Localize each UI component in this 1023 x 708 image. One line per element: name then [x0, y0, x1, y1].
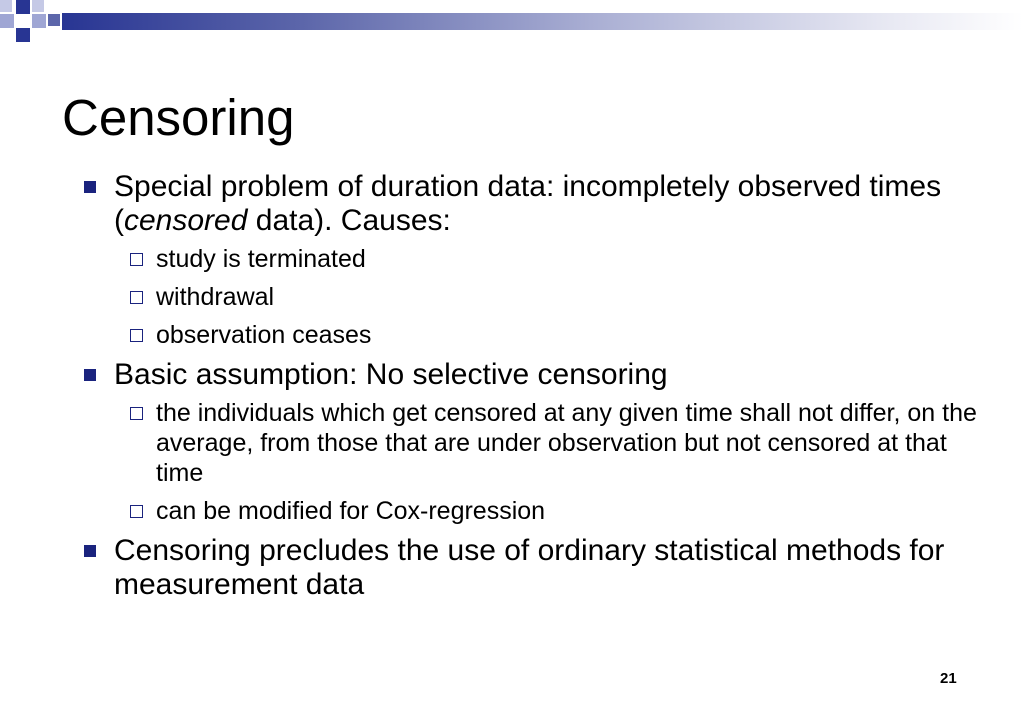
sub-bullet-text: observation ceases — [156, 321, 372, 349]
bullet-list — [80, 170, 980, 610]
sub-bullet-text: study is terminated — [156, 245, 366, 273]
header-gradient-bar — [62, 13, 1023, 30]
bullet-text — [114, 170, 941, 237]
sub-bullet-item — [114, 282, 980, 312]
square-bullet-icon — [84, 181, 96, 193]
decor-square — [0, 0, 12, 12]
sub-bullet-item — [114, 244, 980, 274]
sub-bullet-item — [114, 496, 980, 526]
hollow-square-bullet-icon — [130, 291, 143, 304]
decor-square — [16, 28, 30, 42]
decor-square — [32, 0, 44, 12]
hollow-square-bullet-icon — [130, 505, 143, 518]
decor-square — [32, 14, 46, 28]
bullet-text-part: Special problem of duration data: incompletely observed times ( — [114, 170, 942, 237]
bullet-text: Basic assumption: No selective censoring — [114, 358, 668, 391]
sub-bullet-item — [114, 398, 980, 488]
italic-term: censored — [124, 204, 248, 237]
square-bullet-icon — [84, 545, 96, 557]
sub-bullet-list — [114, 244, 980, 350]
sub-bullet-text: withdrawal — [156, 283, 275, 311]
bullet-item — [80, 534, 980, 602]
decor-square — [0, 14, 14, 28]
slide-title: Censoring — [62, 89, 295, 146]
bullet-text: Censoring precludes the use of ordinary statistical methods for measurement data — [114, 534, 945, 601]
page-number: 21 — [940, 670, 957, 687]
bullet-item — [80, 170, 980, 350]
sub-bullet-list — [114, 398, 980, 526]
sub-bullet-text: can be modified for Cox-regression — [156, 497, 546, 525]
square-bullet-icon — [84, 369, 96, 381]
decor-square — [16, 0, 30, 14]
hollow-square-bullet-icon — [130, 407, 143, 420]
sub-bullet-item — [114, 320, 980, 350]
decor-square — [48, 14, 60, 26]
hollow-square-bullet-icon — [130, 329, 143, 342]
bullet-text-part: data). Causes: — [247, 204, 451, 237]
sub-bullet-text: the individuals which get censored at any given time shall not differ, on the average, from those that are under observation but not censored at that time — [156, 399, 977, 487]
header-decoration — [0, 0, 1023, 44]
bullet-item — [80, 358, 980, 526]
hollow-square-bullet-icon — [130, 253, 143, 266]
